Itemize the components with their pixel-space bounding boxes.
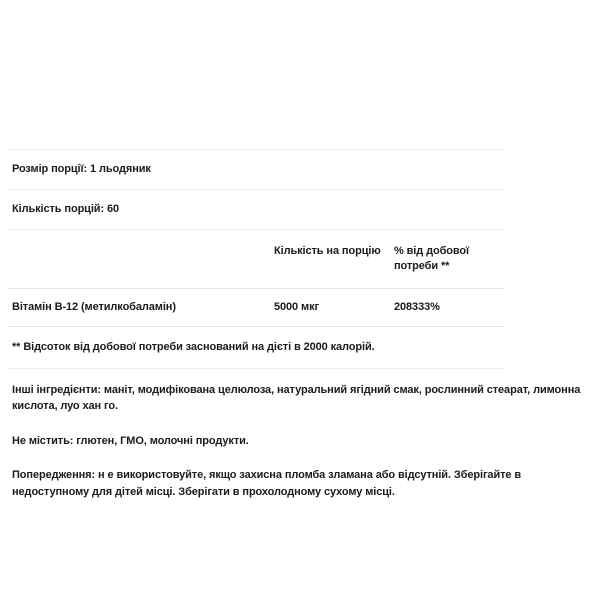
warning-text: Попередження: н е використовуйте, якщо захисна пломба зламана або відсутній. Зберігайте в недоступному для дітей місці. Зберігати в прохолодному сухому місці. (12, 469, 522, 498)
top-blank-area (0, 0, 600, 149)
column-header-amount-per-serving: Кількість на порцію (274, 244, 381, 257)
nutrient-amount: 5000 мкг (274, 300, 319, 313)
servings-per-container-text: Кількість порцій: 60 (12, 202, 120, 215)
table-row (0, 289, 600, 326)
supplement-facts-table (0, 149, 600, 369)
daily-value-footnote: ** Відсоток від добової потреби заснований на дієті в 2000 калорій. (12, 340, 375, 353)
column-header-percent-daily-value: % від добової потреби ** (394, 244, 470, 273)
other-ingredients-text: Інші інгредієнти: маніт, модифікована целюлоза, натуральний ягідний смак, рослинний стеарат, лимонна кислота, луо хан го. (12, 383, 581, 413)
table-header-row (0, 230, 600, 288)
nutrient-daily-value: 208333% (394, 300, 440, 313)
serving-size-row (0, 150, 600, 189)
free-of-text: Не містить: глютен, ГМО, молочні продукти. (12, 434, 249, 447)
nutrient-name: Вітамін B-12 (метилкобаламін) (12, 300, 176, 313)
serving-size-text: Розмір порції: 1 льодяник (12, 163, 151, 175)
servings-per-container-row (0, 190, 600, 229)
